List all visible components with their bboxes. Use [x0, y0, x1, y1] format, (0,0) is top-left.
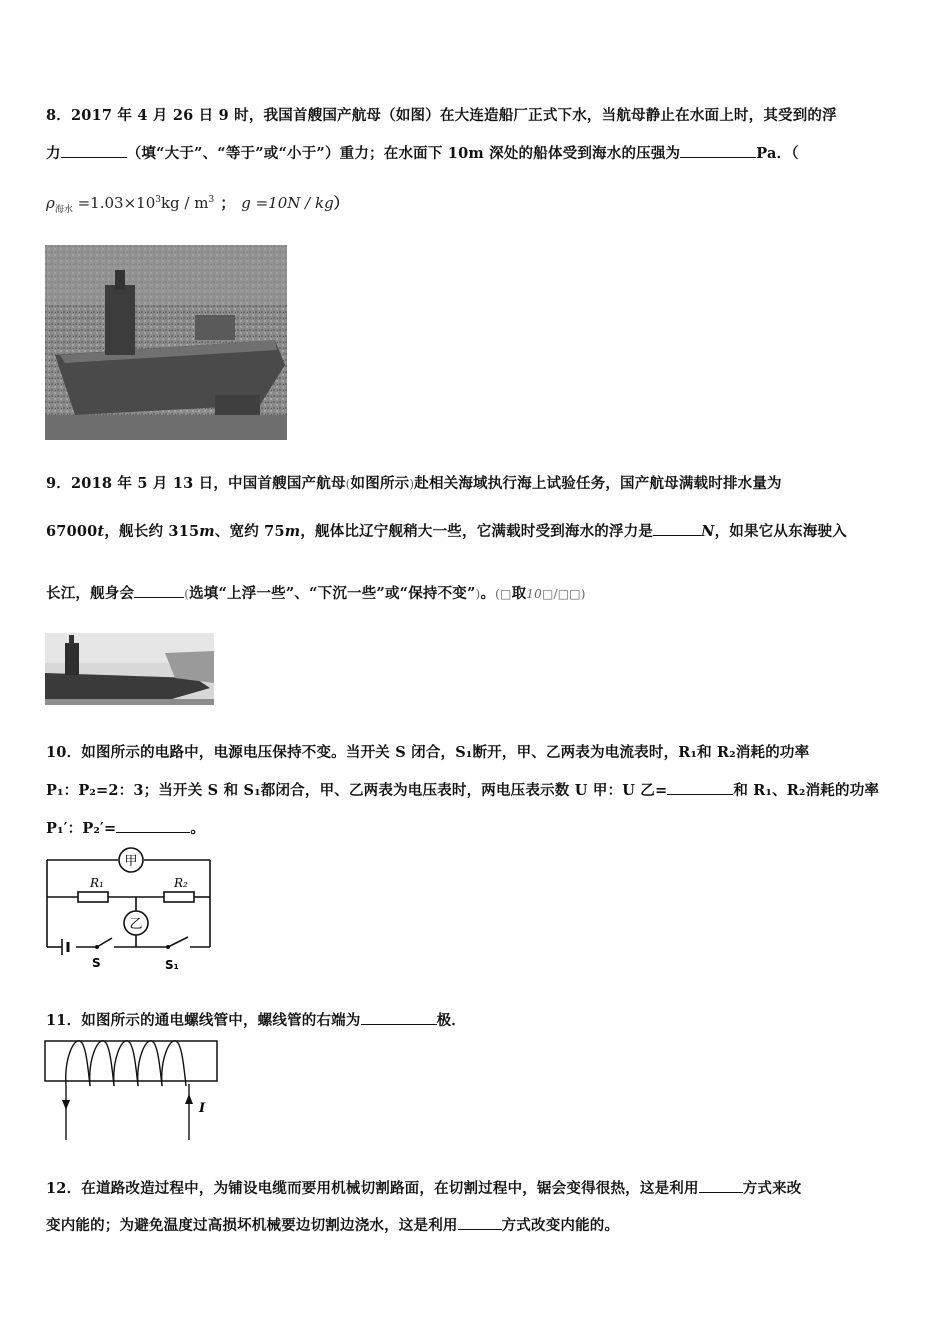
q10-line-1: 10．如图所示的电路中，电源电压保持不变。当开关 S 闭合，S₁断开，甲、乙两表为电流表时，R₁和 R₂消耗的功率: [46, 744, 810, 761]
q12-blank-2[interactable]: [458, 1217, 502, 1230]
aircraft-carrier-photo-2: [45, 633, 214, 705]
q11-blank[interactable]: [361, 1012, 437, 1025]
q8-line-2: 力 （填“大于”、“等于”或“小于”）重力；在水面下 10m 深处的船体受到海水的压强为 Pa．（: [46, 145, 799, 162]
q8-formula: $\rho_{海水} =1.03\times 10^3kg / m^3$ ； g =10N / kg）: [46, 194, 349, 215]
solenoid-diagram: [44, 1038, 222, 1144]
circuit-diagram: [42, 845, 217, 975]
q8-blank-1[interactable]: [61, 145, 127, 158]
q12-line-2: 变内能的；为避免温度过高损坏机械要边切割边浇水，这是利用 方式改变内能的。: [46, 1217, 620, 1234]
meter-jia-label: 甲: [124, 854, 138, 869]
q11-line-1: 11．如图所示的通电螺线管中，螺线管的右端为 极．: [46, 1012, 466, 1029]
aircraft-carrier-photo-1: [45, 245, 287, 440]
r1-label: R₁: [90, 876, 104, 890]
s-label: S: [92, 956, 101, 970]
q12-line-1: 12．在道路改造过程中，为铺设电缆而要用机械切割路面，在切割过程中，锯会变得很热，这是利用 方式来改: [46, 1180, 802, 1197]
q10-blank-2[interactable]: [116, 820, 190, 833]
q9-line-2: 67000t，舰长约 315m、宽约 75m，舰体比辽宁舰稍大一些，它满载时受到海水的浮力是 N，如果它从东海驶入: [46, 523, 847, 540]
q10-blank-1[interactable]: [667, 782, 733, 795]
q9-blank-1[interactable]: [653, 523, 701, 536]
q9-blank-2[interactable]: [134, 585, 184, 598]
meter-yi-label: 乙: [129, 917, 143, 932]
q10-line-3: P₁′：P₂′= 。: [46, 820, 206, 837]
q9-line-3: 长江，舰身会 (选填“上浮一些”、“下沉一些”或“保持不变”)。(□取10□/□□): [46, 585, 586, 602]
q9-line-1: 9．2018 年 5 月 13 日，中国首艘国产航母(如图所示)赴相关海域执行海上试验任务，国产航母满载时排水量为: [46, 475, 782, 492]
q12-blank-1[interactable]: [699, 1180, 743, 1193]
r2-label: R₂: [174, 876, 188, 890]
q8-line-1: 8．2017 年 4 月 26 日 9 时，我国首艘国产航母（如图）在大连造船厂正式下水，当航母静止在水面上时，其受到的浮: [46, 107, 837, 124]
s1-label: S₁: [165, 958, 179, 972]
q8-blank-2[interactable]: [680, 145, 756, 158]
current-label: I: [199, 1101, 206, 1116]
q10-line-2: P₁：P₂=2：3；当开关 S 和 S₁都闭合，甲、乙两表为电压表时，两电压表示数 U 甲：U 乙= 和 R₁、R₂消耗的功率: [46, 782, 880, 799]
